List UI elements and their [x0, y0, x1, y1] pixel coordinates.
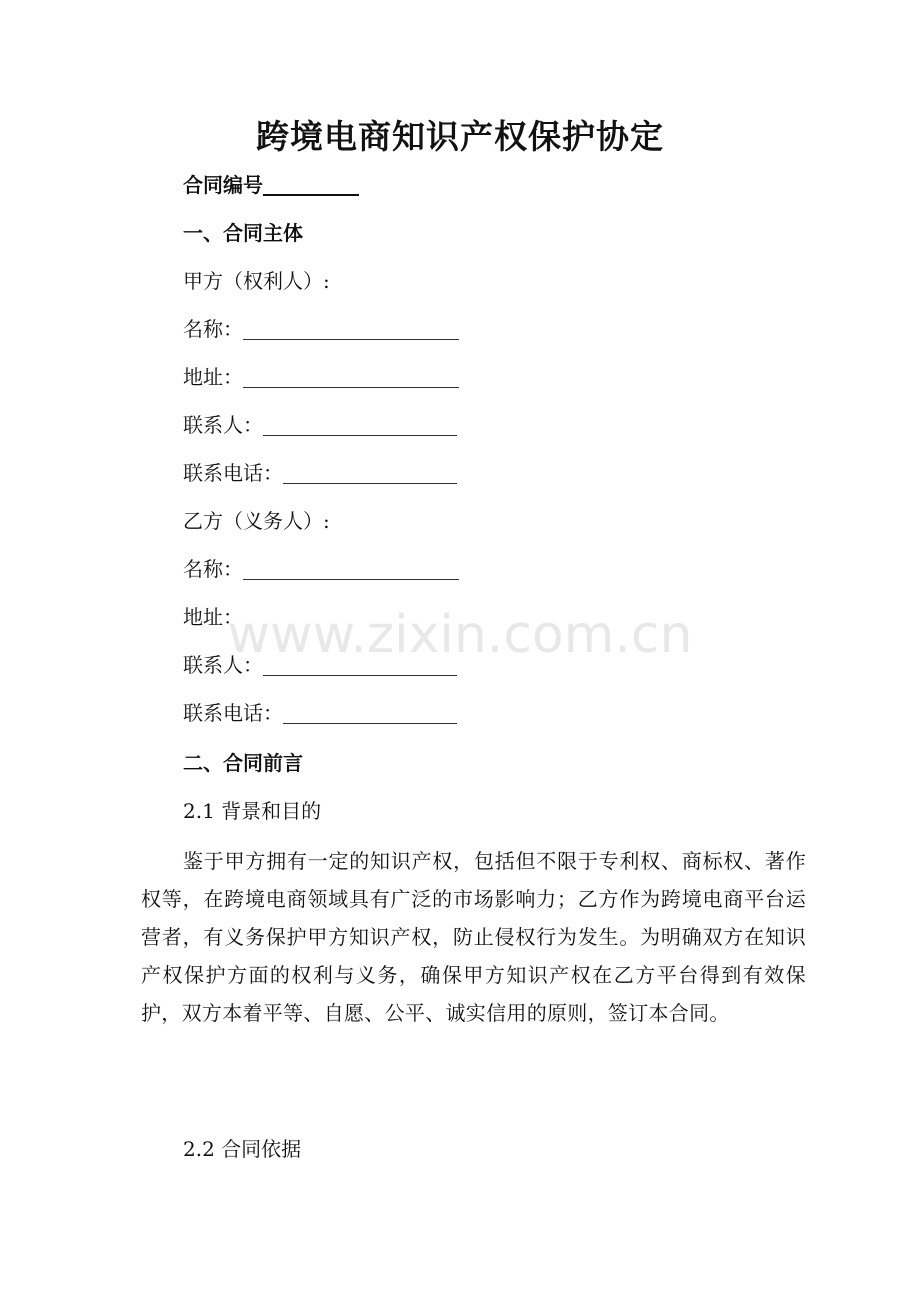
party-b-contact-line	[183, 650, 457, 680]
subsection-2-1-title: 2.1 背景和目的	[183, 799, 322, 823]
party-b-contact-blank	[263, 653, 457, 676]
party-a-name-line	[183, 314, 459, 344]
contract-number-line	[183, 170, 359, 200]
contract-number-label: 合同编号	[183, 173, 263, 197]
party-a-contact-line	[183, 410, 457, 440]
party-b-heading: 乙方（义务人）:	[183, 509, 330, 533]
party-a-phone-line	[183, 458, 457, 488]
section1-heading: 一、合同主体	[183, 221, 303, 245]
party-b-phone-line	[183, 698, 457, 728]
party-b-address-line	[183, 602, 243, 632]
watermark: www.zixin.com.cn	[227, 605, 693, 665]
party-a-contact-label: 联系人：	[183, 413, 263, 437]
party-a-phone-label: 联系电话：	[183, 461, 283, 485]
background-paragraph: 鉴于甲方拥有一定的知识产权，包括但不限于专利权、商标权、著作权等，在跨境电商领域具有广泛的市场影响力；乙方作为跨境电商平台运营者，有义务保护甲方知识产权，防止侵权行为发生。为明确双方在知识产权保护方面的权利与义务，确保甲方知识产权在乙方平台得到有效保护，双方本着平等、自愿、公平、诚实信用的原则，签订本合同。	[141, 849, 806, 1025]
party-a-phone-blank	[283, 461, 457, 484]
contract-number-blank	[263, 172, 359, 196]
party-a-contact-blank	[263, 413, 457, 436]
party-a-name-blank	[243, 317, 459, 340]
section2-heading: 二、合同前言	[183, 751, 303, 775]
party-b-contact-label: 联系人：	[183, 653, 263, 677]
party-b-name-line	[183, 554, 459, 584]
party-a-address-line	[183, 362, 459, 392]
party-a-address-label: 地址：	[183, 365, 243, 389]
party-a-name-label: 名称：	[183, 317, 243, 341]
party-b-phone-label: 联系电话：	[183, 701, 283, 725]
party-b-name-blank	[243, 557, 459, 580]
party-a-address-blank	[243, 365, 459, 388]
party-b-phone-blank	[283, 701, 457, 724]
party-b-name-label: 名称：	[183, 557, 243, 581]
subsection-2-2-title: 2.2 合同依据	[183, 1137, 302, 1161]
party-a-heading: 甲方（权利人）:	[183, 269, 330, 293]
party-b-address-label: 地址：	[183, 605, 243, 629]
document-title: 跨境电商知识产权保护协定	[256, 117, 664, 156]
